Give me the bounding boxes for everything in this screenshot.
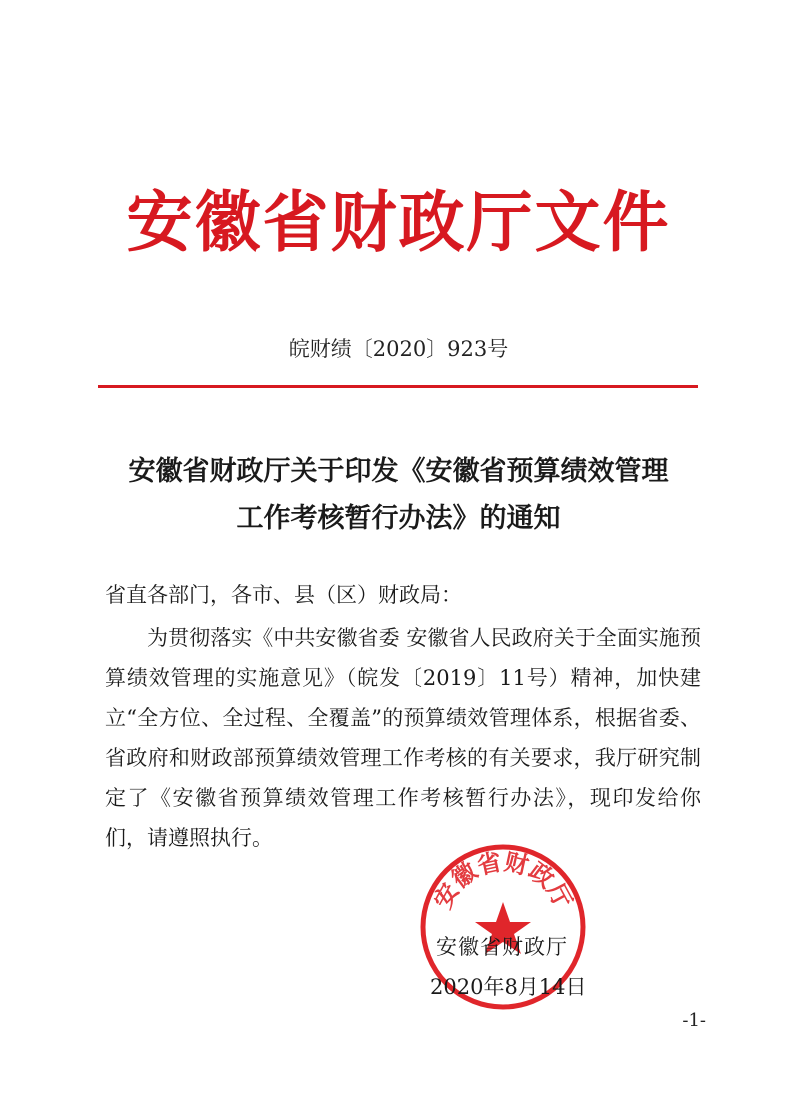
addressee: 省直各部门，各市、县（区）财政局： [105,583,462,607]
title-line-1: 安徽省财政厅关于印发《安徽省预算绩效管理 [128,456,669,487]
document-title [90,448,707,542]
page-number: -1- [682,1010,706,1031]
body-paragraph-text: 为贯彻落实《中共安徽省委 安徽省人民政府关于全面实施预算绩效管理的实施意见》（皖发〔2019〕11号）精神，加快建立“全方位、全过程、全覆盖”的预算绩效管理体系，根据省委、省政府和财政部预算绩效管理工作考核的有关要求，我厅研究制定了《安徽省预算绩效管理工作考核暂行办法》，现印发给你们，请遵照执行。 [105,626,701,850]
issuer-banner: 安徽省财政厅文件 [126,184,671,261]
document-number: 皖财绩〔2020〕923号 [288,337,509,361]
signature-issuer: 安徽省财政厅 [436,935,568,959]
seal-arc-text: 安徽省财政厅 [428,847,578,914]
body-paragraph [105,618,701,858]
red-divider-line [98,385,698,388]
issue-date: 2020年8月14日 [430,975,587,999]
title-line-2: 工作考核暂行办法》的通知 [236,503,561,534]
